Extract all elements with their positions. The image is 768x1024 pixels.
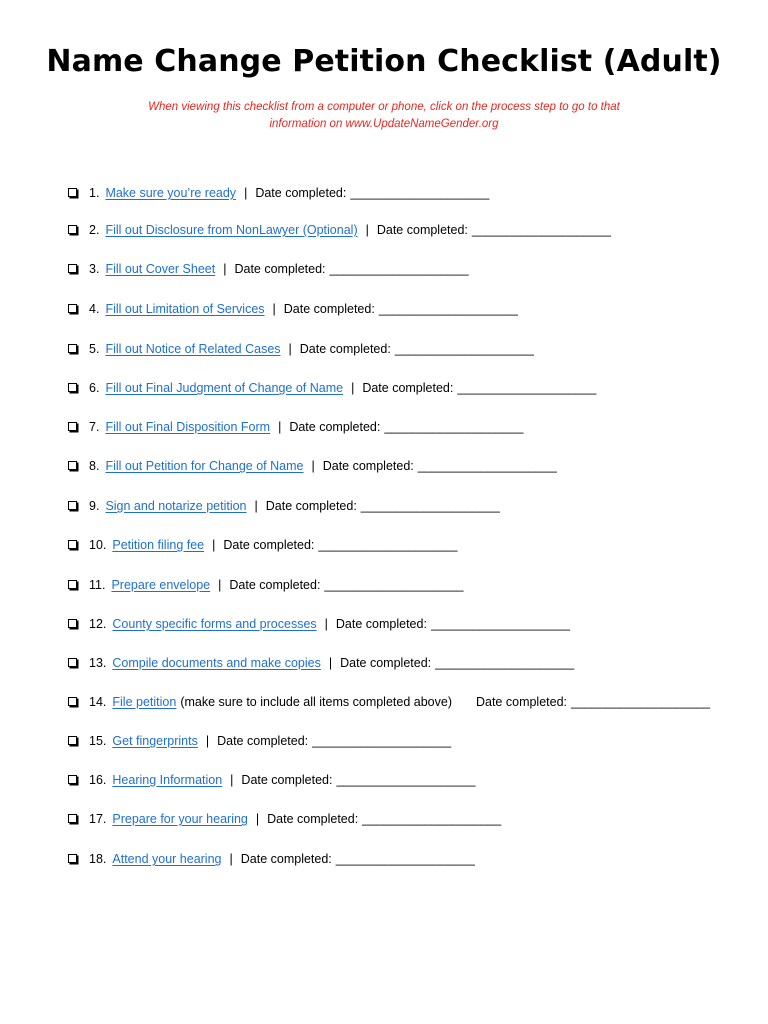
item-number: 15. [89, 734, 107, 748]
date-completed-label: Date completed: [340, 656, 432, 670]
date-completed-field[interactable]: ____________________ [360, 499, 500, 513]
step-link[interactable]: County specific forms and processes [112, 617, 317, 631]
step-link[interactable]: Fill out Disclosure from NonLawyer (Optional) [105, 223, 358, 237]
step-link[interactable]: Hearing Information [112, 773, 223, 787]
checklist-item [68, 770, 476, 790]
item-number: 8. [89, 459, 100, 473]
checklist-item [68, 692, 710, 712]
checkbox-icon[interactable] [68, 736, 77, 745]
date-completed-field[interactable]: ____________________ [571, 695, 711, 709]
item-number: 17. [89, 812, 107, 826]
separator: | [328, 656, 333, 670]
item-number: 11. [89, 578, 106, 592]
checkbox-icon[interactable] [68, 422, 77, 431]
item-number: 1. [89, 186, 100, 200]
checkbox-icon[interactable] [68, 225, 77, 234]
step-note: (make sure to include all items completed above) [180, 695, 452, 709]
date-completed-label: Date completed: [475, 695, 568, 709]
checklist-item [68, 259, 469, 279]
date-completed-field[interactable]: ____________________ [457, 381, 597, 395]
step-link[interactable]: Fill out Cover Sheet [105, 262, 216, 276]
date-completed-label: Date completed: [289, 420, 381, 434]
separator: | [254, 499, 258, 513]
date-completed-field[interactable]: ____________________ [471, 223, 611, 237]
step-link[interactable]: Fill out Notice of Related Cases [105, 342, 281, 356]
checkbox-icon[interactable] [68, 814, 77, 823]
separator: | [365, 223, 369, 237]
date-completed-field[interactable]: ____________________ [378, 302, 518, 316]
item-number: 10. [89, 538, 107, 552]
separator: | [218, 578, 222, 592]
checklist-item [68, 535, 457, 555]
item-number: 4. [89, 302, 100, 316]
date-completed-label: Date completed: [240, 852, 332, 866]
separator: | [351, 381, 355, 395]
date-completed-label: Date completed: [299, 342, 391, 356]
checklist-item [68, 809, 501, 829]
date-completed-field[interactable]: ____________________ [336, 773, 476, 787]
separator: | [223, 262, 227, 276]
separator: | [272, 302, 276, 316]
date-completed-field[interactable]: ____________________ [312, 734, 452, 748]
date-completed-field[interactable]: ____________________ [430, 617, 570, 631]
checklist-item [68, 575, 463, 595]
item-number: 3. [89, 262, 100, 276]
separator: | [244, 186, 248, 200]
checklist-item [68, 183, 489, 203]
date-completed-field[interactable]: ____________________ [435, 656, 575, 670]
checklist-item [68, 417, 523, 437]
step-link[interactable]: Petition filing fee [112, 538, 205, 552]
step-link[interactable]: Make sure you’re ready [105, 186, 237, 200]
separator: | [255, 812, 260, 826]
checkbox-icon[interactable] [68, 619, 77, 628]
step-link[interactable]: Prepare for your hearing [112, 812, 248, 826]
item-number: 7. [89, 420, 100, 434]
checkbox-icon[interactable] [68, 854, 77, 863]
date-completed-label: Date completed: [223, 538, 315, 552]
step-link[interactable]: File petition [112, 695, 177, 709]
checklist-item [68, 731, 451, 751]
date-completed-field[interactable]: ____________________ [350, 186, 490, 200]
date-completed-label: Date completed: [265, 499, 357, 513]
step-link[interactable]: Fill out Final Disposition Form [105, 420, 271, 434]
checkbox-icon[interactable] [68, 304, 77, 313]
separator: | [212, 538, 216, 552]
date-completed-label: Date completed: [283, 302, 375, 316]
separator: | [311, 459, 315, 473]
step-link[interactable]: Compile documents and make copies [112, 656, 321, 670]
step-link[interactable]: Get fingerprints [112, 734, 198, 748]
date-completed-field[interactable]: ____________________ [324, 578, 464, 592]
checklist-item [68, 299, 518, 319]
date-completed-field[interactable]: ____________________ [417, 459, 557, 473]
date-completed-field[interactable]: ____________________ [335, 852, 475, 866]
checklist-item [68, 653, 574, 673]
date-completed-label: Date completed: [335, 617, 427, 631]
checklist-item [68, 496, 500, 516]
item-number: 2. [89, 223, 100, 237]
checklist-item [68, 614, 570, 634]
date-completed-label: Date completed: [241, 773, 333, 787]
date-completed-field[interactable]: ____________________ [384, 420, 524, 434]
checkbox-icon[interactable] [68, 540, 77, 549]
date-completed-field[interactable]: ____________________ [318, 538, 458, 552]
date-completed-label: Date completed: [234, 262, 326, 276]
checkbox-icon[interactable] [68, 264, 77, 273]
date-completed-field[interactable]: ____________________ [329, 262, 469, 276]
separator: | [288, 342, 292, 356]
item-number: 18. [89, 852, 107, 866]
date-completed-label: Date completed: [229, 578, 321, 592]
item-number: 12. [89, 617, 107, 631]
date-completed-label: Date completed: [376, 223, 468, 237]
date-completed-label: Date completed: [362, 381, 454, 395]
separator: | [229, 852, 233, 866]
item-number: 14. [89, 695, 107, 709]
step-link[interactable]: Fill out Final Judgment of Change of Name [105, 381, 344, 395]
separator: | [230, 773, 234, 787]
checklist-item [68, 220, 611, 240]
date-completed-label: Date completed: [217, 734, 309, 748]
checklist-item [68, 378, 596, 398]
step-link[interactable]: Fill out Limitation of Services [105, 302, 265, 316]
step-link[interactable]: Prepare envelope [111, 578, 211, 592]
separator: | [324, 617, 328, 631]
item-number: 5. [89, 342, 100, 356]
item-number: 13. [89, 656, 107, 670]
checkbox-icon[interactable] [68, 501, 77, 510]
step-link[interactable]: Fill out Petition for Change of Name [105, 459, 304, 473]
checklist-item [68, 849, 475, 869]
date-completed-label: Date completed: [267, 812, 359, 826]
instruction-note: When viewing this checklist from a computer or phone, click on the process step to go to that information on www.UpdateNameGender.org [148, 101, 620, 130]
date-completed-label: Date completed: [255, 186, 347, 200]
checkbox-icon[interactable] [68, 344, 77, 353]
checkbox-icon[interactable] [68, 188, 77, 197]
checkbox-icon[interactable] [68, 383, 77, 392]
checklist-item [68, 339, 534, 359]
item-number: 16. [89, 773, 107, 787]
page-title: Name Change Petition Checklist (Adult) [46, 44, 722, 79]
item-number: 6. [89, 381, 100, 395]
step-link[interactable]: Sign and notarize petition [105, 499, 247, 513]
item-number: 9. [89, 499, 100, 513]
checkbox-icon[interactable] [68, 580, 77, 589]
date-completed-field[interactable]: ____________________ [394, 342, 534, 356]
separator: | [205, 734, 210, 748]
checkbox-icon[interactable] [68, 461, 77, 470]
date-completed-label: Date completed: [322, 459, 414, 473]
step-link[interactable]: Attend your hearing [112, 852, 222, 866]
checkbox-icon[interactable] [68, 775, 77, 784]
checkbox-icon[interactable] [68, 658, 77, 667]
checkbox-icon[interactable] [68, 697, 77, 706]
date-completed-field[interactable]: ____________________ [362, 812, 502, 826]
checklist-item [68, 456, 557, 476]
separator: | [278, 420, 282, 434]
